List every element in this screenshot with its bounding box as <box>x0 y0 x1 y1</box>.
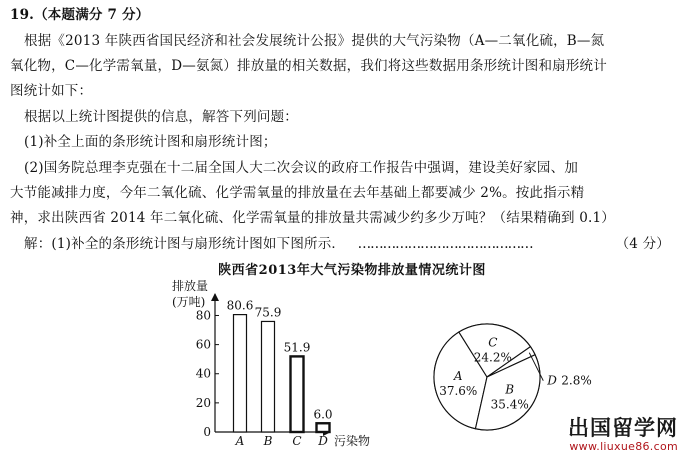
question-2-line-2: 大节能减排力度，今年二氧化硫、化学需氧量的排放量在去年基础上都要减少 2%。按此指示精 <box>10 185 585 201</box>
x-tick-label: D <box>318 434 328 448</box>
intro-line-1: 根据《2013 年陕西省国民经济和社会发展统计公报》提供的大气污染物（A—二氧化硫，B—氮 <box>24 33 605 49</box>
bar-chart <box>172 278 370 448</box>
bar-a <box>234 315 247 432</box>
bar-d <box>317 423 330 432</box>
pie-label-c: C <box>488 335 498 350</box>
y-tick-label: 0 <box>203 425 211 439</box>
bar-value-label: 75.9 <box>254 305 282 320</box>
solution-score: （4 分） <box>615 236 670 252</box>
problem-score-note: （本题满分 7 分） <box>34 7 150 23</box>
solution-dots: …………………………………… <box>357 236 533 252</box>
intro-line-2: 氧化物，C—化学需氧量，D—氨氮）排放量的相关数据，我们将这些数据用条形统计图和扇形统计 <box>10 58 607 74</box>
pie-label-a: A <box>453 368 463 383</box>
question-2-line-3: 神，求出陕西省 2014 年二氧化硫、化学需氧量的排放量共需减少约多少万吨？（结果精确到 0.1） <box>10 210 615 226</box>
bar-c <box>291 356 304 432</box>
watermark-url: www.liuxue86.com <box>569 440 678 453</box>
y-axis-label-1: 排放量 <box>172 279 209 293</box>
x-tick-label: B <box>263 434 273 448</box>
y-tick-label: 80 <box>195 308 211 323</box>
instruction-line: 根据以上统计图提供的信息，解答下列问题： <box>24 109 298 125</box>
watermark <box>568 412 678 453</box>
pie-pct-d: 2.8% <box>561 373 592 388</box>
bar-b <box>262 321 275 432</box>
x-axis-label: 污染物 <box>334 434 371 448</box>
intro-line-3: 图统计如下： <box>10 83 93 99</box>
problem-number: 19. <box>10 7 35 23</box>
y-tick-label: 20 <box>195 395 211 410</box>
x-tick-label: C <box>292 434 302 448</box>
x-tick-label: A <box>235 434 245 448</box>
watermark-text: 出国留学网 <box>568 416 678 440</box>
y-axis-arrow <box>211 293 219 301</box>
bar-value-label: 80.6 <box>226 298 254 313</box>
bar-value-label: 51.9 <box>283 340 311 355</box>
pie-pct-b: 35.4% <box>490 397 529 412</box>
y-axis-label-2: (万吨) <box>172 295 206 309</box>
pie-pct-c: 24.2% <box>473 350 512 365</box>
chart-title: 陕西省2013年大气污染物排放量情况统计图 <box>218 263 486 278</box>
question-1: (1)补全上面的条形统计图和扇形统计图； <box>24 134 277 150</box>
y-tick-label: 60 <box>195 337 211 352</box>
pie-pct-a: 37.6% <box>439 383 478 398</box>
y-tick-label: 40 <box>195 366 211 381</box>
pie-label-b: B <box>505 382 515 397</box>
pie-label-d: D <box>547 373 557 388</box>
question-2-line-1: (2)国务院总理李克强在十二届全国人大二次会议的政府工作报告中强调，建设美好家园、加 <box>24 160 579 176</box>
bar-value-label: 6.0 <box>313 407 333 422</box>
solution-text: 解：(1)补全的条形统计图与扇形统计图如下图所示． <box>24 236 346 252</box>
